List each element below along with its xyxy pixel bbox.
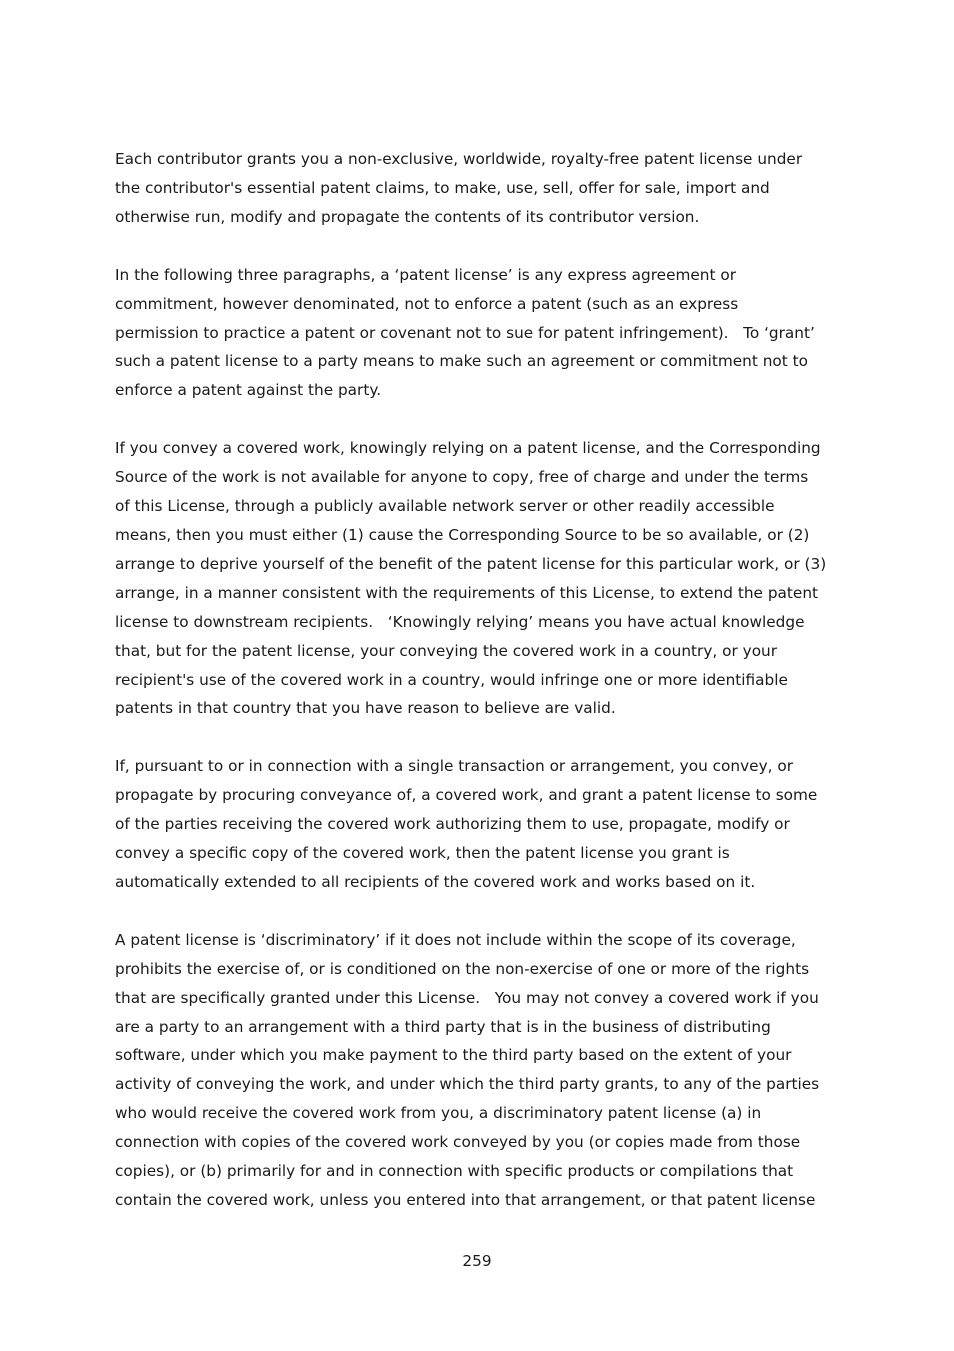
paragraph-patent-grant [115,145,851,232]
paragraph-knowingly-relying [115,434,851,723]
text-line: If, pursuant to or in connection with a single transaction or arrangement, you convey, or [115,757,793,776]
paragraph-patent-license-definition [115,261,851,406]
paragraph-discriminatory-license [115,926,851,1215]
paragraph-extended-license [115,752,851,897]
text-line: contain the covered work, unless you entered into that arrangement, or that patent license [115,1191,816,1209]
text-line: prohibits the exercise of, or is conditioned on the non-exercise of one or more of the rights [115,959,810,978]
text-line: the contributor's essential patent claims, to make, use, sell, offer for sale, import and [115,178,770,197]
text-line: automatically extended to all recipients of the covered work and works based on it. [115,872,756,891]
text-line: who would receive the covered work from you, a discriminatory patent license (a) in [115,1104,762,1123]
text-line: copies), or (b) primarily for and in connection with specific products or compilations that [115,1162,794,1181]
page-number: 259 [462,1252,492,1270]
text-line: convey a specific copy of the covered work, then the patent license you grant is [115,844,730,863]
text-line: of the parties receiving the covered work authorizing them to use, propagate, modify or [115,815,790,834]
text-line: Each contributor grants you a non-exclusive, worldwide, royalty-free patent license under [115,150,803,168]
text-line: A patent license is ‘discriminatory’ if it does not include within the scope of its coverage, [115,930,796,949]
text-line: license to downstream recipients. ‘Knowingly relying’ means you have actual knowledge [115,612,805,631]
text-line: of this License, through a publicly available network server or other readily accessible [115,497,775,516]
text-line: software, under which you make payment to the third party based on the extent of your [115,1046,792,1065]
text-line: such a patent license to a party means to make such an agreement or commitment not to [115,352,808,371]
text-line: activity of conveying the work, and under which the third party grants, to any of the parties [115,1075,820,1094]
text-line: propagate by procuring conveyance of, a covered work, and grant a patent license to some [115,786,818,805]
text-line: In the following three paragraphs, a ‘patent license’ is any express agreement or [115,265,736,284]
text-line: arrange, in a manner consistent with the requirements of this License, to extend the patent [115,583,819,602]
text-line: recipient's use of the covered work in a country, would infringe one or more identifiable [115,670,788,689]
text-line: If you convey a covered work, knowingly relying on a patent license, and the Corresponding [115,439,821,458]
text-line: enforce a patent against the party. [115,381,382,400]
text-line: arrange to deprive yourself of the benefit of the patent license for this particular work, or (3) [115,554,827,573]
text-line: patents in that country that you have reason to believe are valid. [115,699,616,718]
text-line: Source of the work is not available for anyone to copy, free of charge and under the terms [115,468,809,487]
body-text [115,145,851,1244]
text-line: means, then you must either (1) cause the Corresponding Source to be so available, or (2) [115,525,810,544]
text-line: permission to practice a patent or covenant not to sue for patent infringement). To ‘grant’ [115,323,815,342]
text-line: that, but for the patent license, your conveying the covered work in a country, or your [115,641,778,660]
text-line: otherwise run, modify and propagate the contents of its contributor version. [115,207,700,226]
text-line: connection with copies of the covered work conveyed by you (or copies made from those [115,1133,801,1152]
text-line: commitment, however denominated, not to enforce a patent (such as an express [115,294,739,313]
text-line: are a party to an arrangement with a third party that is in the business of distributing [115,1017,771,1036]
text-line: that are specifically granted under this License. You may not convey a covered work if you [115,988,819,1007]
